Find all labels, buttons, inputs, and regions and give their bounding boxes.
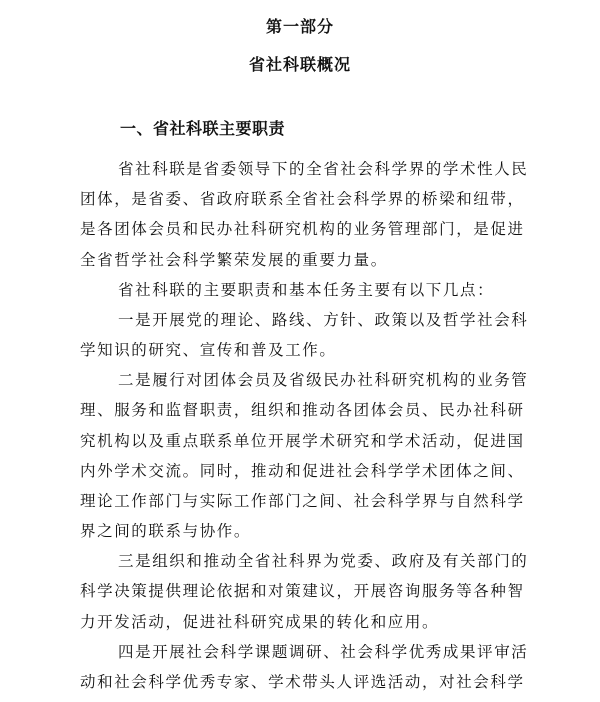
- paragraph-line: 究机构以及重点联系单位开展学术研究和学术活动，促进国: [80, 432, 525, 450]
- paragraph-line: 是各团体会员和民办社科研究机构的业务管理部门，是促进: [80, 220, 525, 238]
- paragraph-line: 一是开展党的理论、路线、方针、政策以及哲学社会科: [118, 311, 529, 329]
- paragraph-line: 四是开展社会科学课题调研、社会科学优秀成果评审活: [118, 643, 529, 661]
- paragraph-line: 界之间的联系与协作。: [80, 522, 252, 540]
- section-heading: 一、省社科联主要职责: [120, 119, 286, 138]
- paragraph-line: 内外学术交流。同时，推动和促进社会科学学术团体之间、: [80, 462, 525, 480]
- part-title: 第一部分: [265, 17, 334, 36]
- paragraph-line: 力开发活动，促进社科研究成果的转化和应用。: [80, 613, 440, 631]
- paragraph-line: 动和社会科学优秀专家、学术带头人评选活动，对社会科学: [80, 673, 525, 691]
- paragraph-line: 学知识的研究、宣传和普及工作。: [80, 341, 337, 359]
- paragraph-line: 三是组织和推动全省社科界为党委、政府及有关部门的: [118, 552, 529, 570]
- paragraph-line: 团体，是省委、省政府联系全省社会科学界的桥梁和纽带，: [80, 190, 525, 208]
- paragraph-line: 理、服务和监督职责，组织和推动各团体会员、民办社科研: [80, 401, 525, 419]
- page-title: 省社科联概况: [248, 55, 351, 74]
- paragraph-line: 省社科联是省委领导下的全省社会科学界的学术性人民: [118, 160, 529, 178]
- paragraph-line: 理论工作部门与实际工作部门之间、社会科学界与自然科学: [80, 492, 525, 510]
- paragraph-line: 二是履行对团体会员及省级民办社科研究机构的业务管: [118, 371, 529, 389]
- paragraph-line: 全省哲学社会科学繁荣发展的重要力量。: [80, 251, 388, 269]
- paragraph-line: 科学决策提供理论依据和对策建议，开展咨询服务等各种智: [80, 582, 525, 600]
- paragraph-line: 省社科联的主要职责和基本任务主要有以下几点：: [118, 281, 495, 299]
